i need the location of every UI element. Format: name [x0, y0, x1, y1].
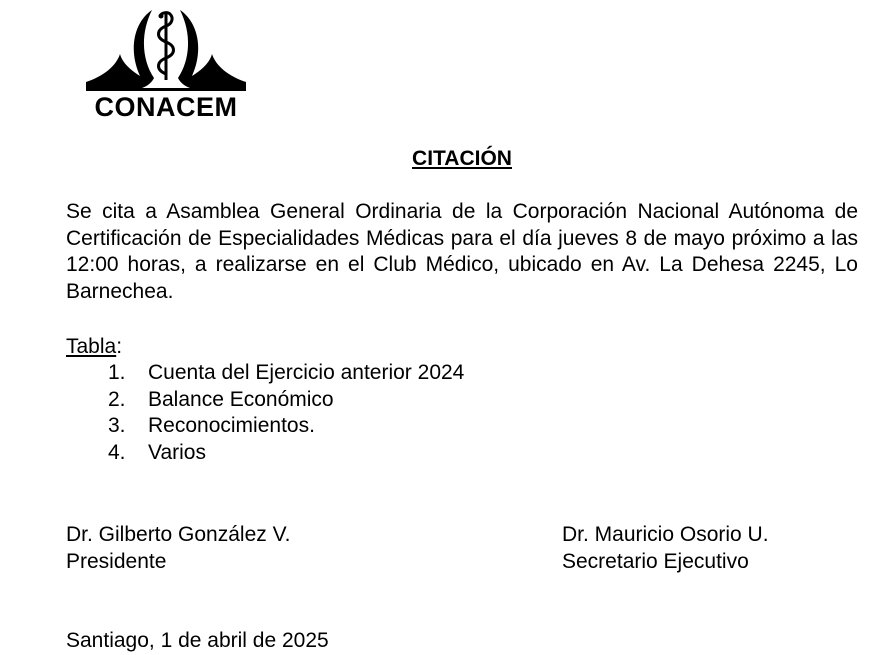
agenda-item-number: 2. [108, 387, 126, 411]
citation-paragraph: Se cita a Asamblea General Ordinaria de la Corporación Nacional Autónoma de Certificación de Especialidades Médicas para el día jueves 8 de mayo próximo a las 12:00 horas, a realizarse en el Club Médico, ubicado en Av. La Dehesa 2245, Lo Barnechea. [66, 200, 858, 303]
conacem-logo [82, 4, 250, 122]
caduceus-icon [82, 4, 250, 94]
signatory-role: Secretario Ejecutivo [562, 550, 749, 573]
agenda-colon: : [116, 335, 123, 358]
agenda-item-text: Reconocimientos. [148, 414, 315, 437]
agenda-item-text: Cuenta del Ejercicio anterior 2024 [148, 361, 465, 384]
signature-president [66, 521, 291, 575]
signatory-name: Dr. Mauricio Osorio U. [562, 523, 769, 546]
agenda-item-number: 4. [108, 440, 126, 464]
signatory-name: Dr. Gilberto González V. [66, 523, 291, 546]
agenda-item-number: 3. [108, 414, 126, 437]
place-and-date: Santiago, 1 de abril de 2025 [66, 629, 329, 652]
agenda-item-text: Balance Económico [148, 387, 334, 411]
signatory-role: Presidente [66, 550, 167, 573]
logo-text: CONACEM [94, 92, 238, 122]
signature-secretary [562, 521, 769, 575]
agenda-heading [66, 333, 122, 360]
agenda-item-text: Varios [148, 440, 206, 464]
agenda-item-number: 1. [108, 361, 126, 384]
agenda-label: Tabla [66, 335, 117, 358]
document-title: CITACIÓN [412, 147, 512, 170]
